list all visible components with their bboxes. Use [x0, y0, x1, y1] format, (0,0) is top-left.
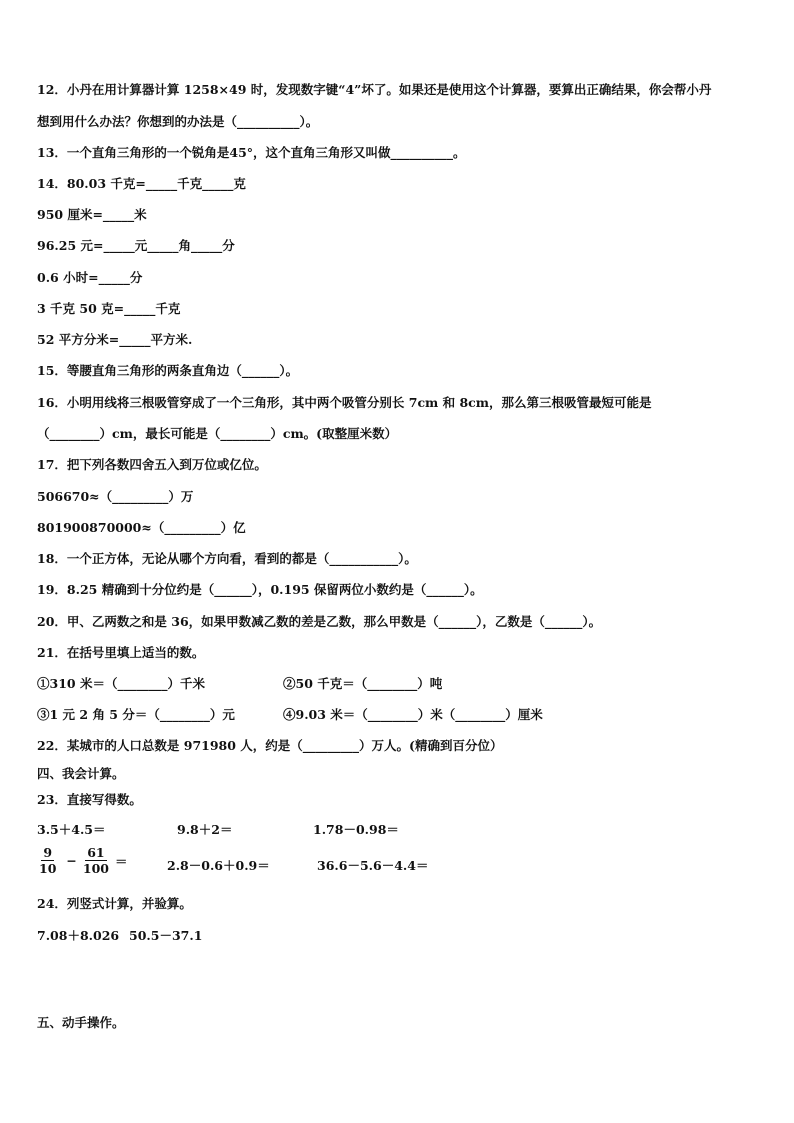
q24-a: 7.08＋8.026 [37, 928, 120, 943]
q21-row2 [37, 707, 737, 723]
q14-c: 96.25 元=_____元_____角_____分 [37, 238, 235, 253]
q14-d: 0.6 小时=_____分 [37, 270, 143, 285]
q24-row [37, 928, 737, 944]
q12-line2: 想到用什么办法？你想到的办法是（__________）。 [37, 114, 319, 129]
section5-heading: 五、动手操作。 [37, 1015, 125, 1030]
fraction-1-numerator: 9 [43, 845, 53, 860]
equals-sign: ＝ [114, 853, 128, 869]
q12-line1: 12．小丹在用计算器计算 1258×49 时，发现数字键“4”坏了。如果还是使用这个计算器，要算出正确结果，你会帮小丹 [37, 82, 712, 97]
q24-b: 50.5－37.1 [129, 928, 203, 943]
q14-f: 52 平方分米=_____平方米. [37, 332, 193, 347]
q21-row1 [37, 676, 737, 692]
q14-a: 14．80.03 千克=_____千克_____克 [37, 176, 246, 191]
q22: 22．某城市的人口总数是 971980 人，约是（_________）万人。(精确到百分位） [37, 738, 503, 753]
q18: 18．一个正方体，无论从哪个方向看，看到的都是（___________）。 [37, 551, 417, 566]
fraction-1-denominator: 10 [39, 861, 57, 876]
q14-e: 3 千克 50 克=_____千克 [37, 301, 181, 316]
fraction-2-denominator: 100 [82, 861, 109, 876]
q17-b: 801900870000≈（_________）亿 [37, 520, 246, 535]
q17-title: 17．把下列各数四舍五入到万位或亿位。 [37, 457, 267, 472]
q23-title: 23．直接写得数。 [37, 792, 142, 807]
q20: 20．甲、乙两数之和是 36，如果甲数减乙数的差是乙数，那么甲数是（______），乙数是（______）。 [37, 614, 602, 629]
minus-sign: − [66, 853, 77, 868]
q19: 19．8.25 精确到十分位约是（______），0.195 保留两位小数约是（______）。 [37, 582, 483, 597]
q14-b: 950 厘米=_____米 [37, 207, 147, 222]
q23-e: 2.8－0.6＋0.9＝ [167, 858, 270, 873]
q17-a: 506670≈（_________）万 [37, 489, 194, 504]
q13: 13．一个直角三角形的一个锐角是45°，这个直角三角形又叫做__________。 [37, 145, 466, 160]
q23-row2 [37, 858, 737, 874]
q23-f: 36.6－5.6－4.4＝ [317, 858, 429, 873]
q21-title: 21．在括号里填上适当的数。 [37, 645, 205, 660]
q21-d: ④9.03 米＝（________）米（________）厘米 [283, 707, 543, 722]
q16-line2: （________）cm，最长可能是（________）cm。(取整厘米数） [37, 426, 398, 441]
q23-row1 [37, 822, 737, 838]
q21-a: ①310 米＝（________）千米 [37, 676, 205, 691]
q23-c: 1.78－0.98＝ [313, 822, 399, 837]
q16-line1: 16．小明用线将三根吸管穿成了一个三角形，其中两个吸管分别长 7cm 和 8cm，那么第三根吸管最短可能是 [37, 395, 652, 410]
q23-b: 9.8＋2＝ [177, 822, 233, 837]
fraction-2-numerator: 61 [87, 845, 105, 860]
q21-c: ③1 元 2 角 5 分＝（________）元 [37, 707, 235, 722]
q21-b: ②50 千克＝（________）吨 [283, 676, 443, 691]
q23-a: 3.5＋4.5＝ [37, 822, 106, 837]
q15: 15．等腰直角三角形的两条直角边（______）。 [37, 363, 299, 378]
section4-heading: 四、我会计算。 [37, 766, 125, 781]
q24-title: 24．列竖式计算，并验算。 [37, 896, 192, 911]
